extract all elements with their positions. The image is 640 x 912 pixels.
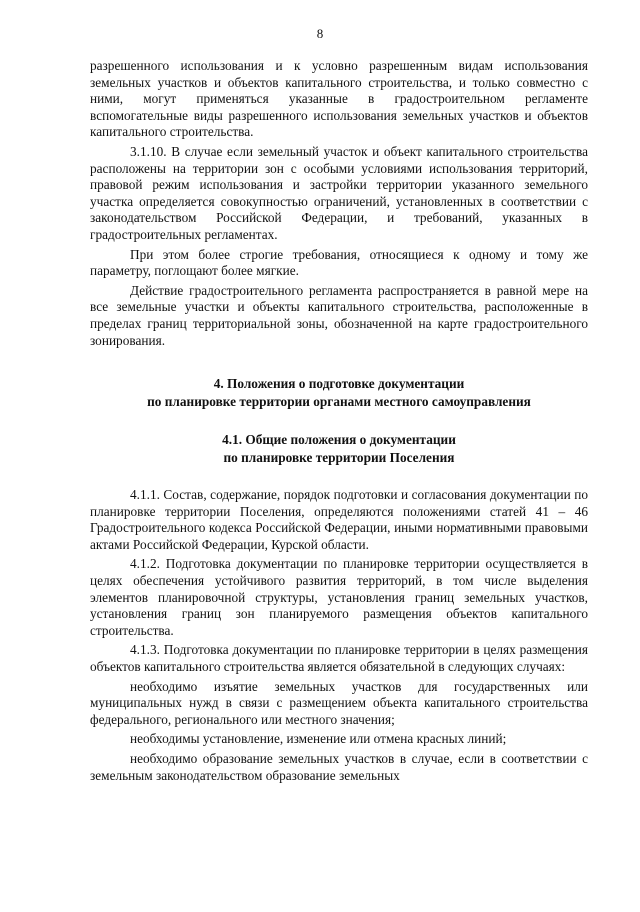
document-body [90, 58, 588, 787]
section-4-1-title-line2: по планировке территории Поселения [223, 450, 455, 466]
paragraph-continuation: разрешенного использования и к условно разрешенным видам использования земельных участков и объектов капитального строительства, и только совместно с ними, могут применяться указанные в градостроительном регламенте вспомогательные виды разрешенного использования земельных участков и объектов капитального строительства. [90, 58, 588, 140]
paragraph-4-1-3: 4.1.3. Подготовка документации по планировке территории в целях размещения объектов капитального строительства является обязательной в следующих случаях: [90, 642, 588, 675]
section-4-title-line1: 4. Положения о подготовке документации [213, 376, 465, 392]
paragraph-regulation-scope: Действие градостроительного регламента распространяется в равной мере на все земельные участки и объекты капитального строительства, расположенные в пределах границ территориальной зоны, обозначенной на карте градостроительного зонирования. [90, 282, 588, 348]
section-4-1-title-line1: 4.1. Общие положения о документации [222, 432, 456, 448]
paragraph-4-1-1: 4.1.1. Состав, содержание, порядок подготовки и согласования документации по планировке территории Поселения, определяются положениями статей 41 – 46 Градостроительного кодекса Российской Федерации, иными нормативными правовыми актами Российской Федерации, Курской области. [90, 487, 588, 552]
list-item-land-seizure: необходимо изъятие земельных участков для государственных или муниципальных нужд в связи с размещением объекта капитального строительства федерального, регионального или местного значения; [90, 678, 588, 727]
section-4-title-line2: по планировке территории органами местного самоуправления [147, 394, 531, 410]
list-item-land-formation: необходимо образование земельных участков в случае, если в соответствии с земельным законодательством образование земельных [90, 751, 588, 783]
list-item-red-lines: необходимы установление, изменение или отмена красных линий; [130, 731, 507, 747]
section-4-heading [90, 375, 588, 411]
paragraph-3-1-10: 3.1.10. В случае если земельный участок и объект капитального строительства расположены на территории зон с особыми условиями использования территорий, правовой режим использования и застройки территории указанного земельного участка определяется совокупностью ограничений, установленных в соответствии с законодательством Российской Федерации, и требований, указанных в градостроительных регламентах. [90, 143, 588, 242]
section-4-1-heading [90, 431, 588, 467]
paragraph-4-1-2: 4.1.2. Подготовка документации по планировке территории осуществляется в целях обеспечения устойчивого развития территорий, в том числе выделения элементов планировочной структуры, установления границ земельных участков, установления границ зон планируемого размещения объектов капитального строительства. [90, 556, 588, 638]
page-number: 8 [316, 26, 324, 41]
paragraph-stricter-requirements: При этом более строгие требования, относящиеся к одному и тому же параметру, поглощают более мягкие. [90, 246, 588, 279]
